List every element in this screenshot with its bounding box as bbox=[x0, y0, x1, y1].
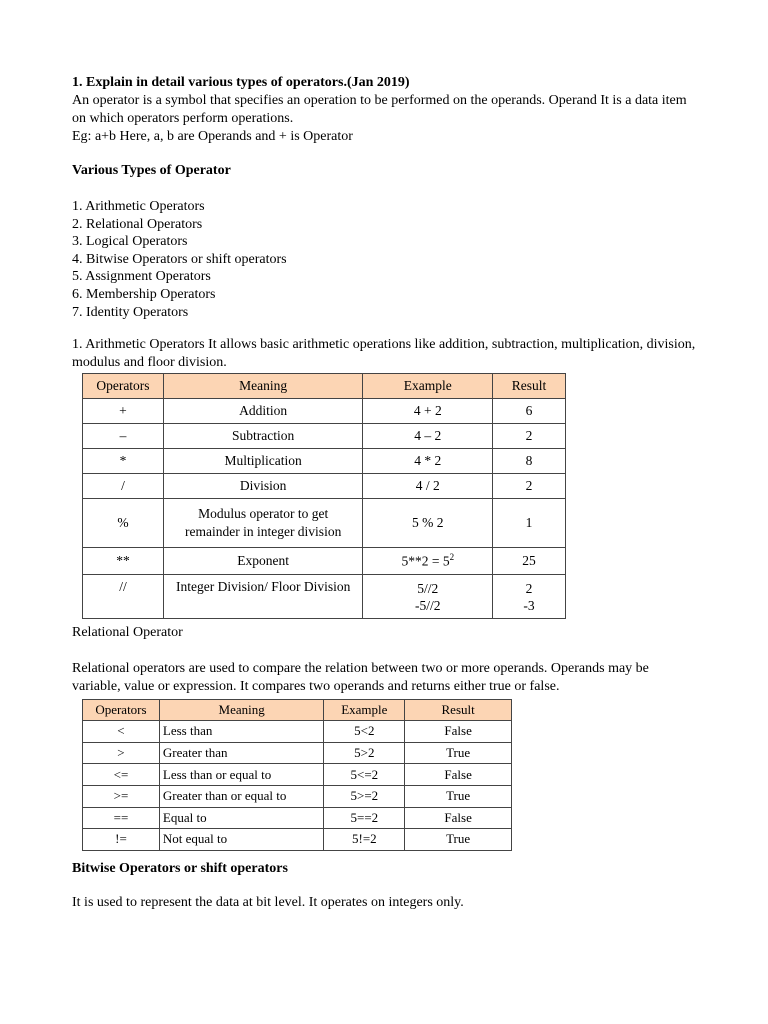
question-title: 1. Explain in detail various types of operators.(Jan 2019) bbox=[72, 75, 410, 90]
result-cell: False bbox=[405, 721, 512, 743]
example-cell: 4 – 2 bbox=[363, 424, 493, 449]
question-intro: An operator is a symbol that specifies an operation to be performed on the operands. Operand It is a data item on which operators perform operations. bbox=[72, 93, 687, 126]
bitwise-intro: It is used to represent the data at bit level. It operates on integers only. bbox=[72, 894, 464, 910]
list-item: 6. Membership Operators bbox=[72, 286, 216, 302]
operator-cell: == bbox=[83, 807, 160, 829]
table-row bbox=[83, 829, 512, 851]
operator-cell: + bbox=[83, 399, 164, 424]
example-cell: 4 + 2 bbox=[363, 399, 493, 424]
table-row bbox=[83, 548, 566, 575]
table-row bbox=[83, 449, 566, 474]
example-cell bbox=[363, 548, 493, 575]
operator-cell: – bbox=[83, 424, 164, 449]
result-cell: True bbox=[405, 829, 512, 851]
result-cell: False bbox=[405, 764, 512, 786]
column-header: Meaning bbox=[159, 700, 324, 721]
column-header: Operators bbox=[83, 374, 164, 399]
result-cell: 2 bbox=[493, 474, 566, 499]
result-cell: 2 bbox=[493, 424, 566, 449]
example-cell: 5 % 2 bbox=[363, 499, 493, 548]
operator-cell: != bbox=[83, 829, 160, 851]
exponent-superscript: 2 bbox=[449, 552, 455, 563]
example-cell: 5<=2 bbox=[324, 764, 405, 786]
result-cell: 1 bbox=[493, 499, 566, 548]
operator-cell: >= bbox=[83, 785, 160, 807]
list-item: 7. Identity Operators bbox=[72, 304, 189, 320]
operator-cell: <= bbox=[83, 764, 160, 786]
result-cell: False bbox=[405, 807, 512, 829]
table-row bbox=[83, 721, 512, 743]
operator-cell: < bbox=[83, 721, 160, 743]
result-cell: True bbox=[405, 742, 512, 764]
table-row bbox=[83, 742, 512, 764]
table-row bbox=[83, 785, 512, 807]
example-cell: 5//2 -5//2 bbox=[363, 575, 493, 619]
meaning-cell: Greater than bbox=[159, 742, 324, 764]
meaning-cell: Less than or equal to bbox=[159, 764, 324, 786]
meaning-cell: Addition bbox=[163, 399, 363, 424]
relational-label: Relational Operator bbox=[72, 625, 183, 641]
document-page bbox=[72, 70, 697, 912]
table-row bbox=[83, 807, 512, 829]
meaning-cell: Subtraction bbox=[163, 424, 363, 449]
table-row bbox=[83, 399, 566, 424]
result-cell: True bbox=[405, 785, 512, 807]
arithmetic-table bbox=[82, 373, 566, 619]
table-header-row bbox=[83, 700, 512, 721]
result-cell: 2 -3 bbox=[493, 575, 566, 619]
table-row bbox=[83, 424, 566, 449]
table-header-row bbox=[83, 374, 566, 399]
table-row bbox=[83, 764, 512, 786]
arithmetic-intro: 1. Arithmetic Operators It allows basic arithmetic operations like addition, subtraction, multiplication, division, modulus and floor division. bbox=[72, 337, 696, 371]
result-cell: 8 bbox=[493, 449, 566, 474]
meaning-cell: Less than bbox=[159, 721, 324, 743]
list-item: 4. Bitwise Operators or shift operators bbox=[72, 251, 287, 267]
operator-cell: // bbox=[83, 575, 164, 619]
types-list bbox=[72, 198, 697, 321]
column-header: Result bbox=[405, 700, 512, 721]
example-cell: 5<2 bbox=[324, 721, 405, 743]
meaning-cell: Exponent bbox=[163, 548, 363, 575]
operator-cell: > bbox=[83, 742, 160, 764]
example-cell: 5==2 bbox=[324, 807, 405, 829]
relational-intro: Relational operators are used to compare the relation between two or more operands. Operands may be variable, value or expression. It compares two operands and returns either true or false. bbox=[72, 661, 649, 695]
meaning-cell: Greater than or equal to bbox=[159, 785, 324, 807]
example-cell: 4 / 2 bbox=[363, 474, 493, 499]
table-row bbox=[83, 575, 566, 619]
column-header: Meaning bbox=[163, 374, 363, 399]
column-header: Result bbox=[493, 374, 566, 399]
column-header: Example bbox=[363, 374, 493, 399]
relational-table bbox=[82, 699, 512, 851]
meaning-cell: Equal to bbox=[159, 807, 324, 829]
example-cell: 5>2 bbox=[324, 742, 405, 764]
operator-cell: / bbox=[83, 474, 164, 499]
column-header: Example bbox=[324, 700, 405, 721]
question-example: Eg: a+b Here, a, b are Operands and + is Operator bbox=[72, 129, 353, 144]
operator-cell: % bbox=[83, 499, 164, 548]
meaning-cell: Modulus operator to get remainder in integer division bbox=[163, 499, 363, 548]
meaning-cell: Multiplication bbox=[163, 449, 363, 474]
example-cell: 5>=2 bbox=[324, 785, 405, 807]
example-text: 5**2 = 5 bbox=[401, 553, 450, 569]
result-cell: 6 bbox=[493, 399, 566, 424]
result-cell: 25 bbox=[493, 548, 566, 575]
list-item: 5. Assignment Operators bbox=[72, 269, 211, 285]
types-heading: Various Types of Operator bbox=[72, 163, 231, 178]
operator-cell: * bbox=[83, 449, 164, 474]
table-row bbox=[83, 499, 566, 548]
example-cell: 5!=2 bbox=[324, 829, 405, 851]
list-item: 2. Relational Operators bbox=[72, 216, 203, 232]
list-item: 3. Logical Operators bbox=[72, 234, 188, 250]
bitwise-heading: Bitwise Operators or shift operators bbox=[72, 860, 288, 876]
table-row bbox=[83, 474, 566, 499]
list-item: 1. Arithmetic Operators bbox=[72, 199, 205, 214]
operator-cell: ** bbox=[83, 548, 164, 575]
meaning-cell: Not equal to bbox=[159, 829, 324, 851]
meaning-cell: Integer Division/ Floor Division bbox=[163, 575, 363, 619]
column-header: Operators bbox=[83, 700, 160, 721]
example-cell: 4 * 2 bbox=[363, 449, 493, 474]
meaning-cell: Division bbox=[163, 474, 363, 499]
